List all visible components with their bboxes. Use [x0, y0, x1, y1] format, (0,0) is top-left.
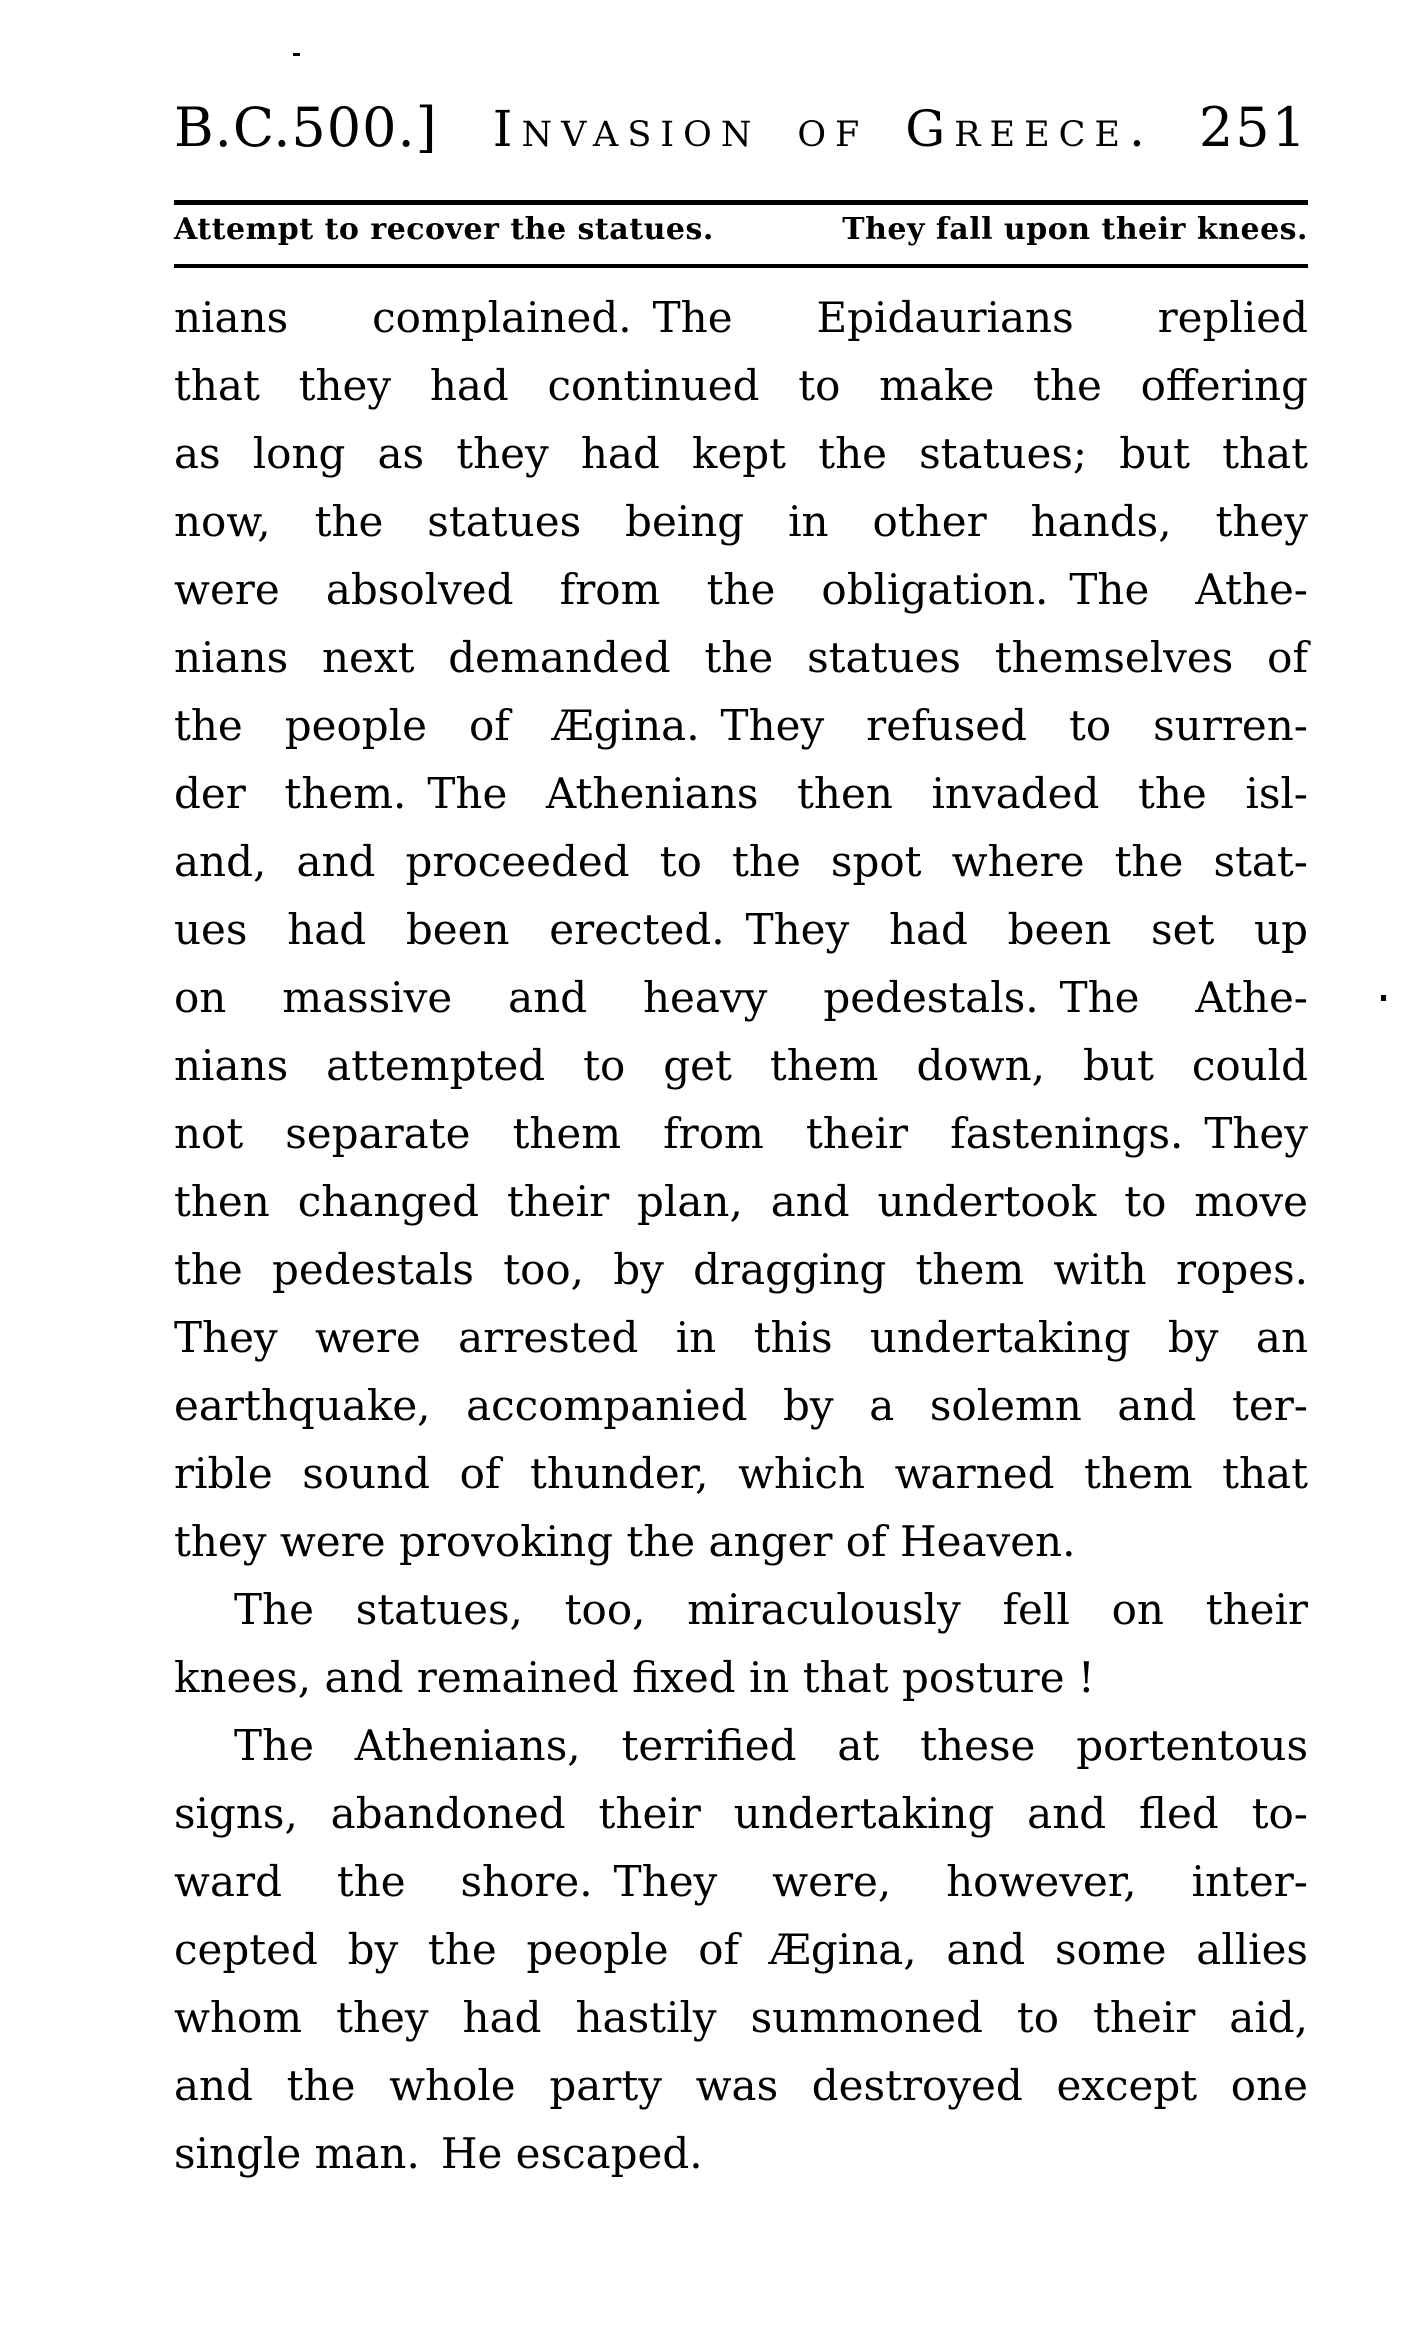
text-line: whom they had hastily summoned to their aid,	[174, 1993, 1308, 2042]
text-line: knees, and remained fixed in that posture !	[174, 1653, 1095, 1702]
text-line: on massive and heavy pedestals. The Athe-	[174, 973, 1308, 1022]
text-line: single man. He escaped.	[174, 2129, 703, 2178]
text-line: signs, abandoned their undertaking and fled to-	[174, 1789, 1308, 1838]
text-line: and the whole party was destroyed except one	[174, 2061, 1308, 2110]
body-text	[174, 284, 1308, 2188]
text-line: der them. The Athenians then invaded the isl-	[174, 769, 1308, 818]
text-line: nians complained. The Epidaurians replied	[174, 293, 1308, 342]
text-line: they were provoking the anger of Heaven.	[174, 1517, 1076, 1566]
page-header	[174, 96, 1308, 159]
text-line: The Athenians, terrified at these portentous	[234, 1721, 1308, 1770]
running-head-left: Attempt to recover the statues.	[174, 212, 714, 247]
text-line: nians attempted to get them down, but could	[174, 1041, 1308, 1090]
running-head-right: They fall upon their knees.	[842, 212, 1308, 247]
text-line: They were arrested in this undertaking by an	[174, 1313, 1308, 1362]
text-line: as long as they had kept the statues; but that	[174, 429, 1308, 478]
text-line: rible sound of thunder, which warned them that	[174, 1449, 1308, 1498]
header-rule-top	[174, 200, 1308, 205]
text-line: then changed their plan, and undertook to move	[174, 1177, 1308, 1226]
text-line: nians next demanded the statues themselves of	[174, 633, 1308, 682]
text-line: not separate them from their fastenings. They	[174, 1109, 1308, 1158]
text-line: the pedestals too, by dragging them with ropes.	[174, 1245, 1308, 1294]
header-rule-bottom	[174, 264, 1308, 268]
running-heads	[174, 212, 1308, 247]
text-line: were absolved from the obligation. The Athe-	[174, 565, 1308, 614]
scan-speck-margin	[1381, 995, 1386, 1001]
header-date: B.C.500.]	[174, 96, 438, 159]
text-line: that they had continued to make the offering	[174, 361, 1308, 410]
text-line: cepted by the people of Ægina, and some allies	[174, 1925, 1308, 1974]
text-line: now, the statues being in other hands, they	[174, 497, 1308, 546]
text-line: ward the shore. They were, however, inter-	[174, 1857, 1308, 1906]
header-title: Invasion of Greece.	[492, 100, 1154, 158]
scan-speck-top	[293, 53, 300, 56]
text-line: the people of Ægina. They refused to surren-	[174, 701, 1308, 750]
page-number: 251	[1198, 96, 1308, 159]
text-line: and, and proceeded to the spot where the stat-	[174, 837, 1308, 886]
text-line: The statues, too, miraculously fell on their	[234, 1585, 1308, 1634]
text-line: earthquake, accompanied by a solemn and ter-	[174, 1381, 1308, 1430]
text-line: ues had been erected. They had been set up	[174, 905, 1308, 954]
